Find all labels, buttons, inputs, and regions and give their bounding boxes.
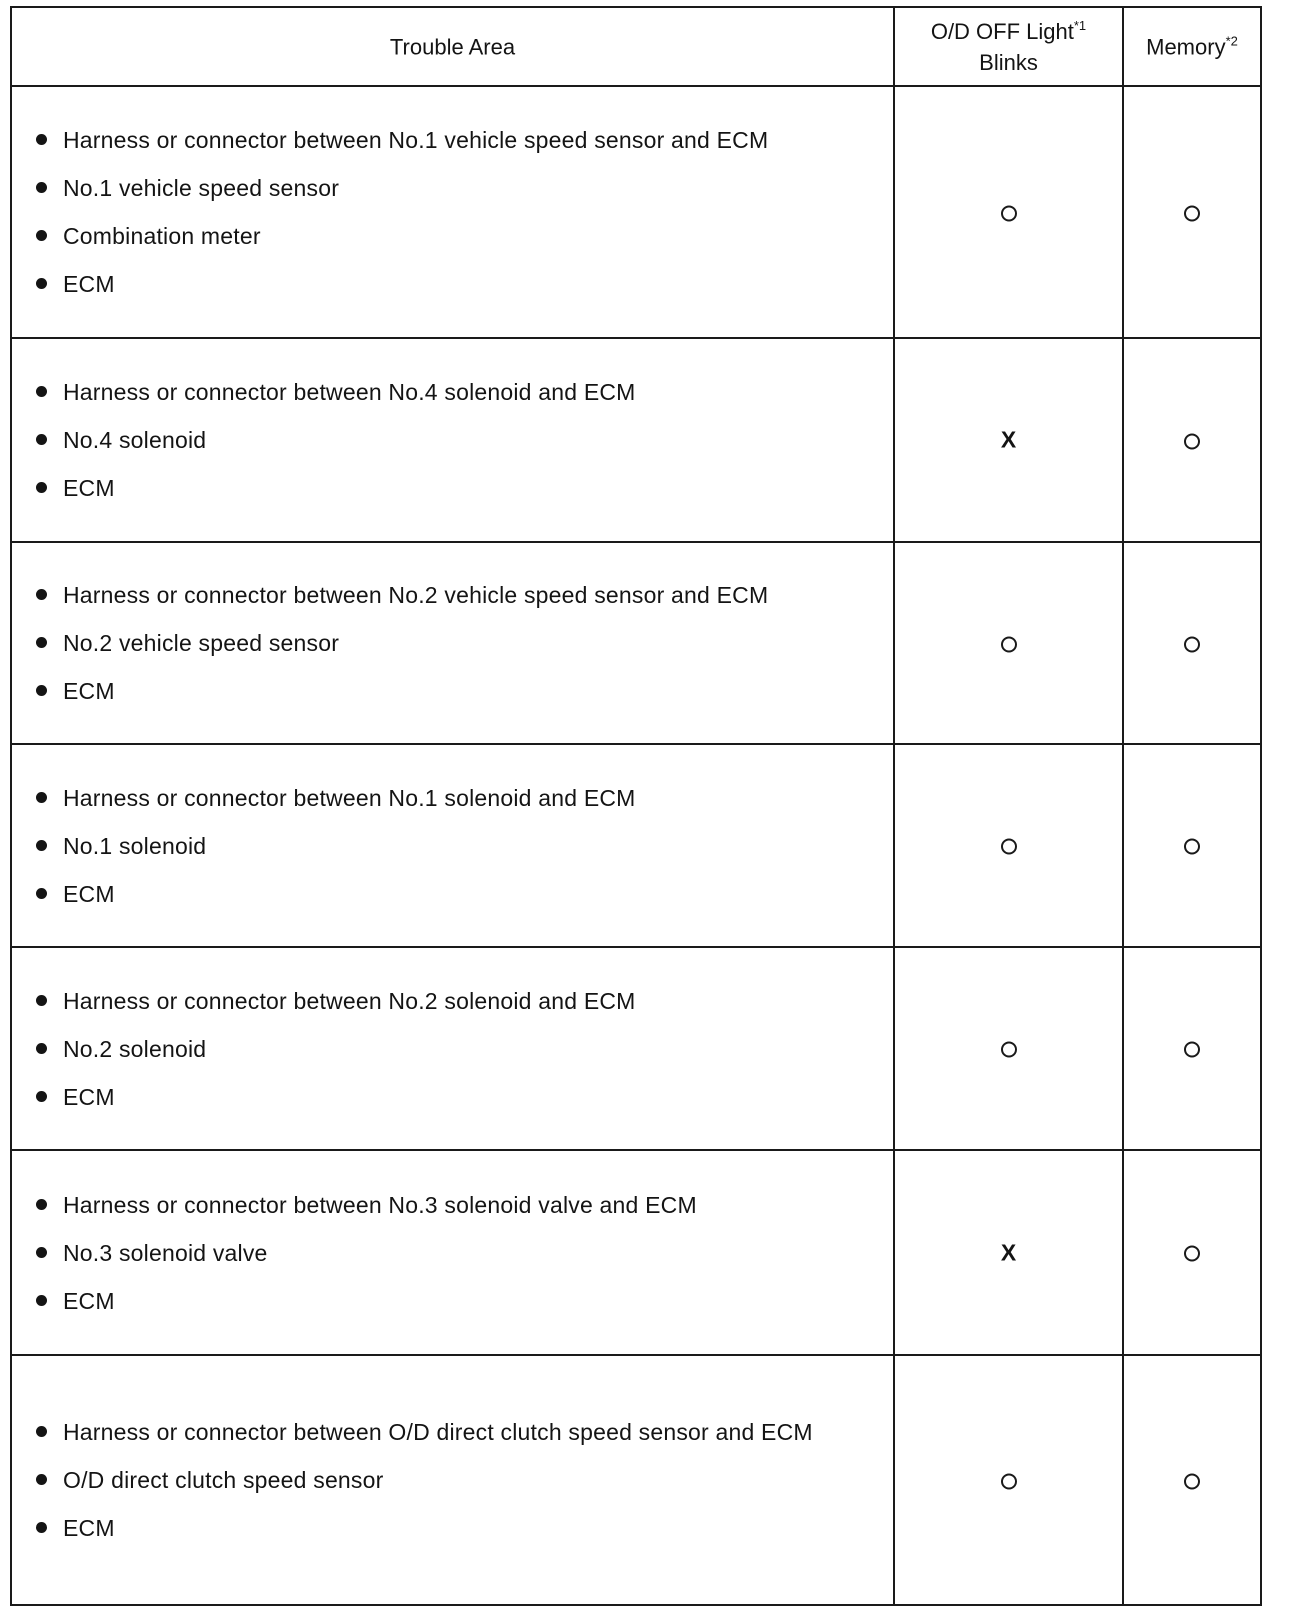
bullet-icon	[36, 1043, 47, 1054]
trouble-area-item-text: Harness or connector between No.2 vehicle speed sensor and ECM	[63, 582, 769, 608]
bullet-icon	[36, 1295, 47, 1306]
trouble-area-list	[36, 571, 768, 715]
header-od-off-light	[893, 8, 1122, 85]
memory-cell	[1122, 339, 1260, 541]
circle-mark-icon	[1001, 839, 1017, 855]
od-off-blinks-cell	[893, 948, 1122, 1149]
trouble-area-item	[36, 1408, 813, 1456]
memory-cell	[1122, 543, 1260, 743]
od-off-blinks-cell	[893, 1151, 1122, 1354]
table-row	[12, 745, 1260, 948]
trouble-area-item-text: Harness or connector between No.1 vehicle speed sensor and ECM	[63, 127, 769, 153]
table-row	[12, 1151, 1260, 1356]
trouble-area-cell	[12, 543, 893, 743]
bullet-icon	[36, 589, 47, 600]
trouble-area-item	[36, 667, 768, 715]
trouble-area-list	[36, 368, 636, 512]
trouble-area-item-text: No.2 solenoid	[63, 1035, 207, 1062]
trouble-area-item-text: Harness or connector between No.3 solenoid valve and ECM	[63, 1191, 697, 1218]
trouble-area-item	[36, 164, 768, 212]
trouble-area-item-text: ECM	[63, 880, 115, 907]
trouble-area-item	[36, 464, 636, 512]
header-od-off-line1: O/D OFF Light	[930, 18, 1074, 44]
trouble-area-item-text: No.1 solenoid	[63, 832, 207, 859]
trouble-area-item-text: ECM	[63, 678, 115, 704]
bullet-icon	[36, 637, 47, 648]
trouble-area-item	[36, 774, 636, 822]
trouble-area-cell	[12, 339, 893, 541]
header-od-off-line2: Blinks	[979, 49, 1038, 75]
trouble-area-item	[36, 116, 768, 164]
bullet-icon	[36, 792, 47, 803]
trouble-area-item	[36, 368, 636, 416]
table-row	[12, 1356, 1260, 1604]
trouble-area-item	[36, 416, 636, 464]
trouble-area-item-text: No.2 vehicle speed sensor	[63, 630, 340, 656]
trouble-area-list	[36, 1408, 813, 1552]
trouble-area-item-text: O/D direct clutch speed sensor	[63, 1467, 384, 1493]
circle-mark-icon	[1184, 636, 1200, 652]
trouble-area-item-text: ECM	[63, 1083, 115, 1110]
bullet-icon	[36, 1522, 47, 1533]
bullet-icon	[36, 434, 47, 445]
table-row	[12, 87, 1260, 339]
trouble-area-item-text: Combination meter	[63, 223, 261, 249]
bullet-icon	[36, 278, 47, 289]
trouble-area-cell	[12, 1356, 893, 1604]
circle-mark-icon	[1001, 636, 1017, 652]
trouble-area-item-text: Harness or connector between No.1 solenoid and ECM	[63, 784, 636, 811]
trouble-area-list	[36, 1181, 697, 1325]
circle-mark-icon	[1184, 839, 1200, 855]
circle-mark-icon	[1184, 205, 1200, 221]
memory-cell	[1122, 1151, 1260, 1354]
header-memory	[1122, 8, 1260, 85]
header-trouble-area	[12, 8, 893, 85]
trouble-area-item-text: ECM	[63, 475, 115, 501]
header-trouble-area-label: Trouble Area	[389, 34, 516, 59]
header-od-off-footnote: *1	[1073, 17, 1087, 33]
bullet-icon	[36, 685, 47, 696]
trouble-area-item-text: Harness or connector between O/D direct clutch speed sensor and ECM	[63, 1419, 813, 1445]
bullet-icon	[36, 134, 47, 145]
table-header-row	[12, 8, 1260, 87]
trouble-area-item	[36, 1025, 636, 1073]
trouble-area-item-text: Harness or connector between No.2 solenoid and ECM	[63, 987, 636, 1014]
od-off-blinks-cell	[893, 745, 1122, 946]
trouble-area-item-text: ECM	[63, 271, 115, 297]
trouble-area-item	[36, 571, 768, 619]
bullet-icon	[36, 1474, 47, 1485]
bullet-icon	[36, 995, 47, 1006]
trouble-area-item-text: No.1 vehicle speed sensor	[63, 175, 340, 201]
circle-mark-icon	[1001, 1042, 1017, 1058]
bullet-icon	[36, 1247, 47, 1258]
circle-mark-icon	[1184, 1473, 1200, 1489]
bullet-icon	[36, 230, 47, 241]
trouble-area-item	[36, 1073, 636, 1121]
circle-mark-icon	[1001, 1473, 1017, 1489]
circle-mark-icon	[1001, 205, 1017, 221]
bullet-icon	[36, 386, 47, 397]
trouble-area-cell	[12, 745, 893, 946]
trouble-area-cell	[12, 87, 893, 337]
od-off-blinks-cell	[893, 543, 1122, 743]
table-row	[12, 948, 1260, 1151]
bullet-icon	[36, 1426, 47, 1437]
x-mark: X	[1000, 1239, 1017, 1265]
table-row	[12, 543, 1260, 745]
trouble-area-item	[36, 870, 636, 918]
trouble-area-item	[36, 1456, 813, 1504]
header-memory-label: Memory	[1146, 34, 1226, 59]
bullet-icon	[36, 888, 47, 899]
bullet-icon	[36, 482, 47, 493]
memory-cell	[1122, 1356, 1260, 1604]
x-mark: X	[1000, 426, 1017, 453]
trouble-area-table	[10, 6, 1262, 1606]
memory-cell	[1122, 87, 1260, 337]
od-off-blinks-cell	[893, 1356, 1122, 1604]
circle-mark-icon	[1184, 433, 1200, 449]
circle-mark-icon	[1184, 1246, 1200, 1262]
trouble-area-cell	[12, 1151, 893, 1354]
table-row	[12, 339, 1260, 543]
trouble-area-item-text: ECM	[63, 1287, 115, 1314]
bullet-icon	[36, 1199, 47, 1210]
trouble-area-item	[36, 1229, 697, 1277]
trouble-area-item	[36, 822, 636, 870]
trouble-area-item	[36, 977, 636, 1025]
od-off-blinks-cell	[893, 87, 1122, 337]
trouble-area-item	[36, 1181, 697, 1229]
trouble-area-item	[36, 260, 768, 308]
memory-cell	[1122, 745, 1260, 946]
trouble-area-item	[36, 619, 768, 667]
trouble-area-item	[36, 212, 768, 260]
circle-mark-icon	[1184, 1042, 1200, 1058]
memory-cell	[1122, 948, 1260, 1149]
trouble-area-list	[36, 774, 636, 918]
od-off-blinks-cell	[893, 339, 1122, 541]
header-memory-footnote: *2	[1225, 33, 1238, 48]
trouble-area-item-text: Harness or connector between No.4 solenoid and ECM	[63, 379, 636, 405]
trouble-area-item-text: No.4 solenoid	[63, 427, 207, 453]
trouble-area-list	[36, 977, 636, 1121]
trouble-area-item-text: ECM	[63, 1515, 115, 1541]
trouble-area-item	[36, 1277, 697, 1325]
trouble-area-item-text: No.3 solenoid valve	[63, 1239, 268, 1266]
trouble-area-item	[36, 1504, 813, 1552]
bullet-icon	[36, 1091, 47, 1102]
trouble-area-cell	[12, 948, 893, 1149]
bullet-icon	[36, 840, 47, 851]
bullet-icon	[36, 182, 47, 193]
trouble-area-list	[36, 116, 768, 308]
